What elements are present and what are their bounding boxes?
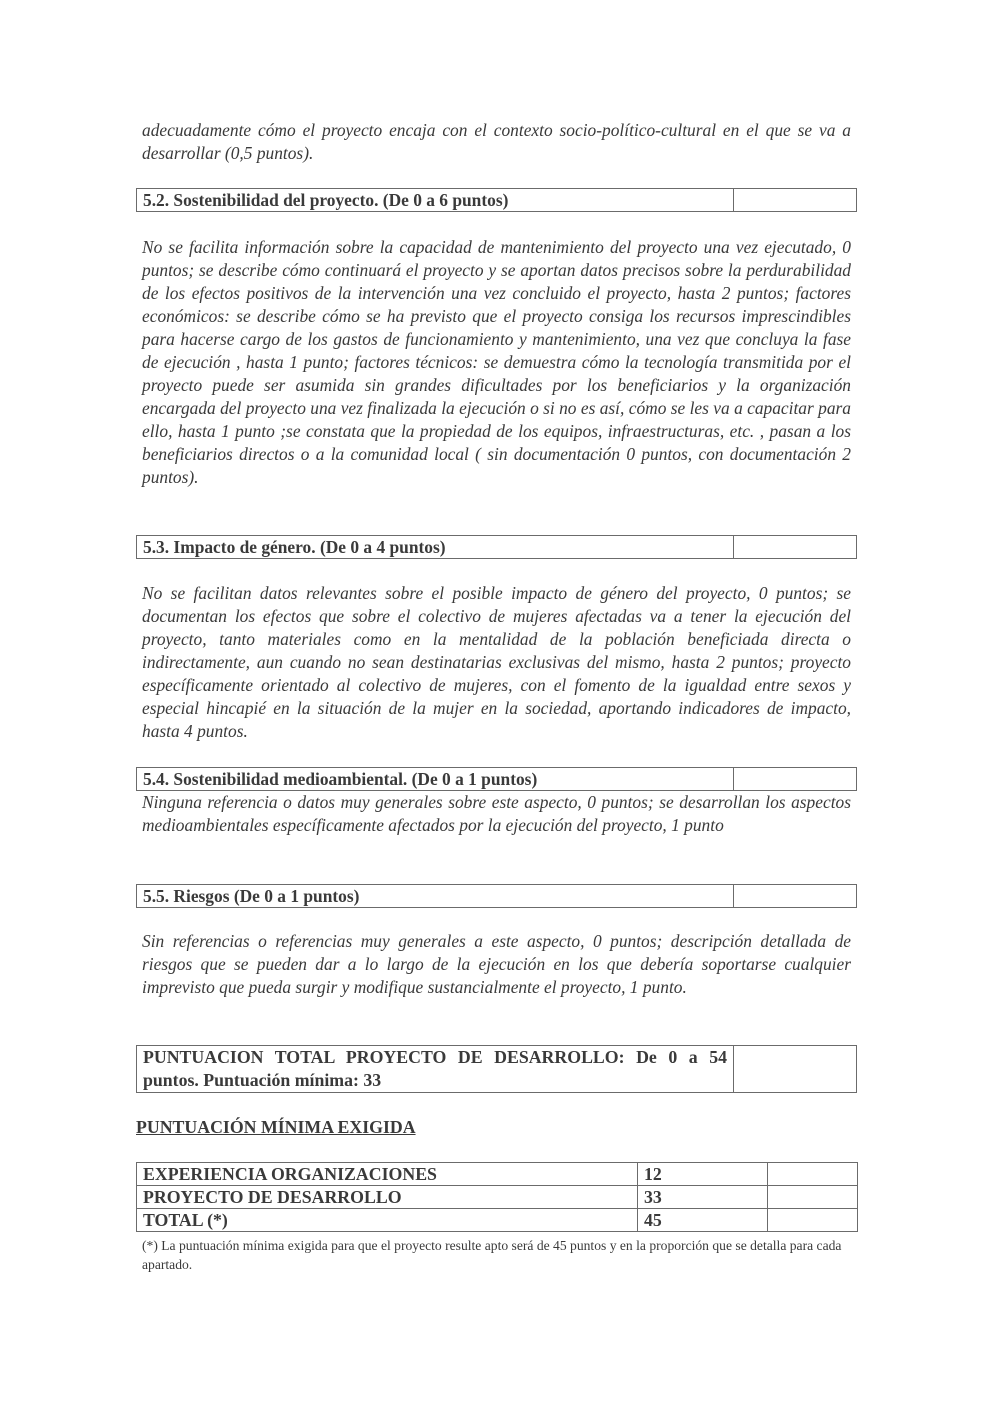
table-row (137, 1163, 858, 1186)
footnote: (*) La puntuación mínima exigida para que el proyecto resulte apto será de 45 puntos y en la proporción que se detalla para cada apartado. (142, 1238, 842, 1272)
intro-paragraph: adecuadamente cómo el proyecto encaja con el contexto socio-político-cultural en el que se va a desarrollar (0,5 puntos). (142, 120, 851, 163)
minimum-score-heading: PUNTUACIÓN MÍNIMA EXIGIDA (136, 1117, 416, 1137)
section-5-3-body: No se facilitan datos relevantes sobre el posible impacto de género del proyecto, 0 puntos; se documentan los efectos que sobre el colectivo de mujeres afectadas va a tener la ejecución del proyecto, tanto materiales como en la mentalidad de la población beneficiada directa o indirectamente, aun cuando no sean destinatarias exclusivas del mismo, hasta 2 puntos; proyecto específicamente orientado al colectivo de mujeres, con el fomento de la igualdad entre sexos y especial hincapié en la situación de la mujer en la sociedad, aportando indicadores de impacto, hasta 4 puntos. (142, 583, 851, 741)
score-cell (734, 536, 857, 559)
empty-cell (768, 1163, 858, 1186)
row-label: TOTAL (*) (137, 1209, 638, 1232)
section-5-2-header (136, 188, 857, 212)
total-score-label: PUNTUACION TOTAL PROYECTO DE DESARROLLO: De 0 a 54 puntos. Puntuación mínima: 33 (137, 1046, 734, 1093)
section-5-4-header (136, 767, 857, 791)
total-score-box (136, 1045, 857, 1093)
row-value: 33 (638, 1186, 768, 1209)
section-title: 5.5. Riesgos (De 0 a 1 puntos) (137, 885, 734, 908)
row-value: 45 (638, 1209, 768, 1232)
score-cell (734, 189, 857, 212)
empty-cell (768, 1209, 858, 1232)
score-cell (734, 1046, 857, 1093)
section-title: 5.3. Impacto de género. (De 0 a 4 puntos) (137, 536, 734, 559)
section-5-3-header (136, 535, 857, 559)
section-title: 5.4. Sostenibilidad medioambiental. (De 0 a 1 puntos) (137, 768, 734, 791)
row-label: EXPERIENCIA ORGANIZACIONES (137, 1163, 638, 1186)
score-cell (734, 885, 857, 908)
section-5-2-body: No se facilita información sobre la capacidad de mantenimiento del proyecto una vez ejecutado, 0 puntos; se describe cómo continuará el proyecto y se aportan datos precisos sobre la perdurabilidad de los efectos positivos de la intervención una vez concluido el proyecto, hasta 2 puntos; factores económicos: se describe cómo se ha previsto que el proyecto consiga los recursos imprescindibles para hacerse cargo de los gastos de funcionamiento y mantenimiento, una vez que concluya la fase de ejecución , hasta 1 punto; factores técnicos: se demuestra cómo la tecnología transmitida por el proyecto puede ser asumida sin grandes dificultades por los beneficiarios y la organización encargada del proyecto una vez finalizada la ejecución o si no es así, cómo se les va a capacitar para ello, hasta 1 punto ;se constata que la propiedad de los equipos, infraestructuras, etc. , pasan a los beneficiarios directos o a la comunidad local ( sin documentación 0 puntos, con documentación 2 puntos). (142, 237, 851, 487)
minimum-score-table (136, 1162, 858, 1232)
section-title: 5.2. Sostenibilidad del proyecto. (De 0 a 6 puntos) (137, 189, 734, 212)
section-5-4-body: Ninguna referencia o datos muy generales sobre este aspecto, 0 puntos; se desarrollan los aspectos medioambientales específicamente afectados por la ejecución del proyecto, 1 punto (142, 792, 851, 835)
section-5-5-body: Sin referencias o referencias muy generales a este aspecto, 0 puntos; descripción detallada de riesgos que se pueden dar a lo largo de la ejecución en los que debería soportarse cualquier imprevisto que pueda surgir y modifique sustancialmente el proyecto, 1 punto. (142, 931, 851, 997)
table-row (137, 1186, 858, 1209)
empty-cell (768, 1186, 858, 1209)
section-5-5-header (136, 884, 857, 908)
row-value: 12 (638, 1163, 768, 1186)
row-label: PROYECTO DE DESARROLLO (137, 1186, 638, 1209)
score-cell (734, 768, 857, 791)
table-row (137, 1209, 858, 1232)
